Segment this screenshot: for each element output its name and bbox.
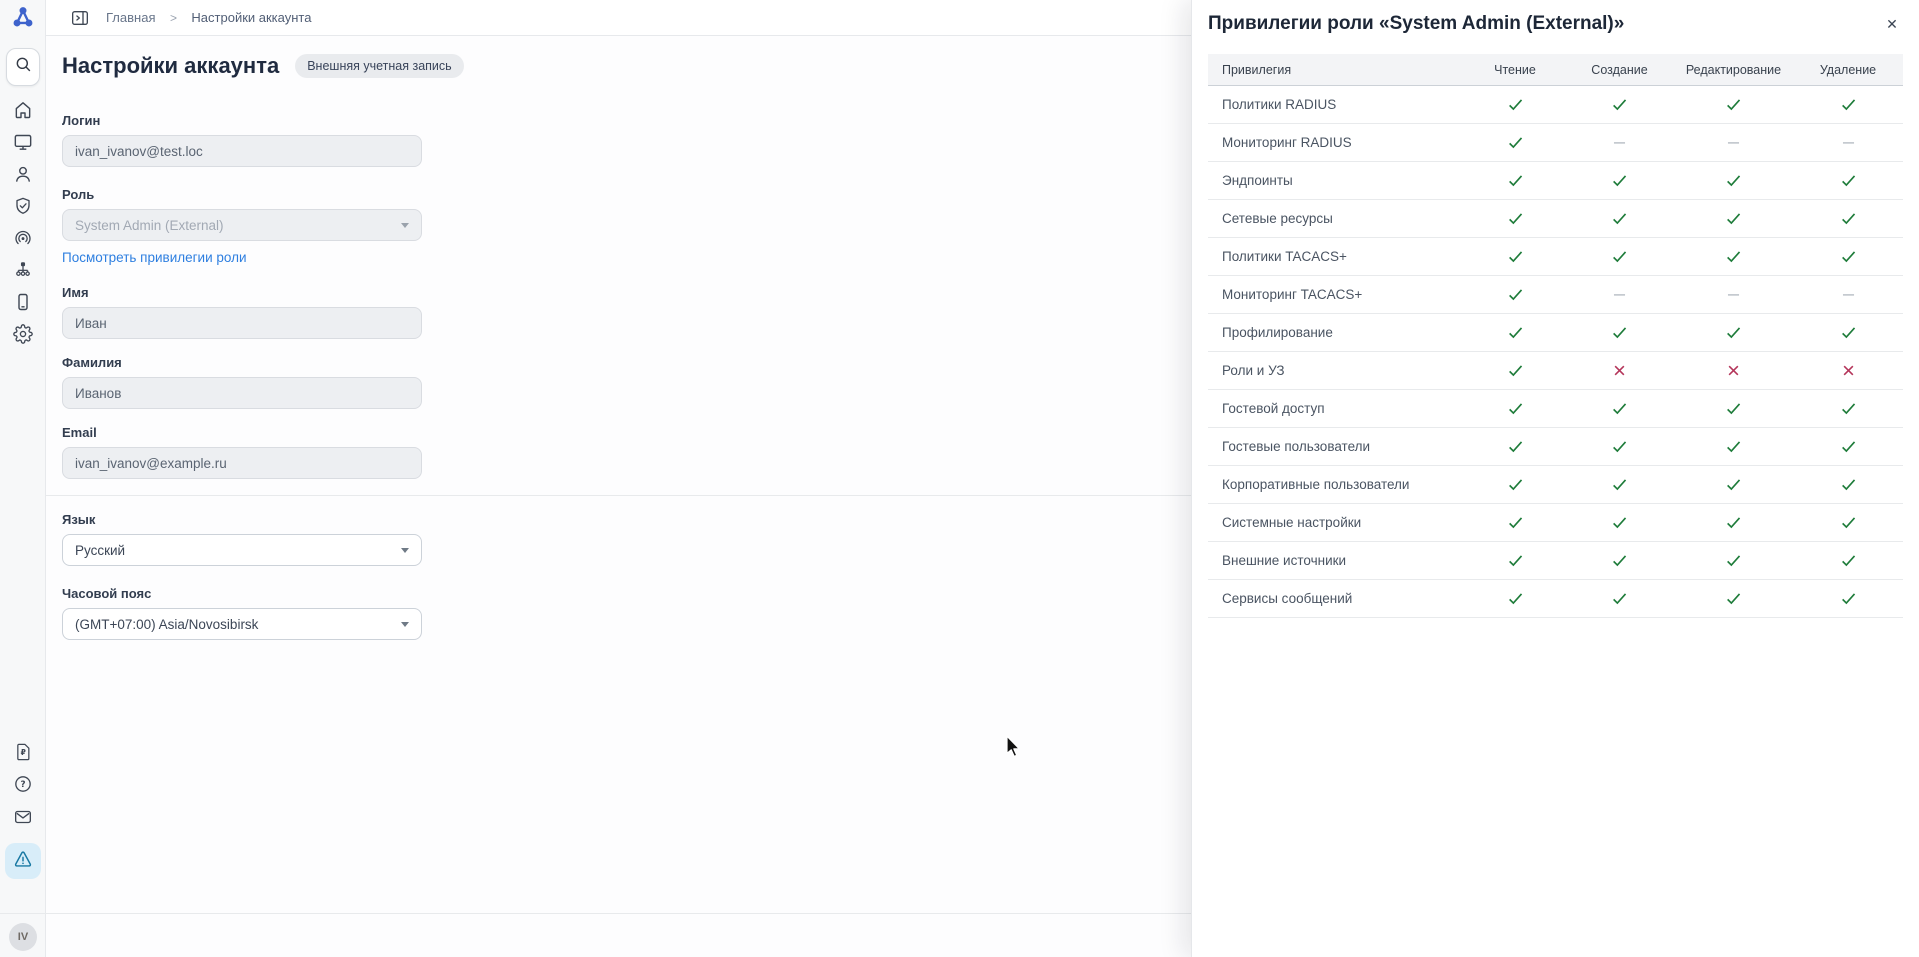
- app-logo-icon: [12, 6, 34, 28]
- privileges-table-header: [1208, 54, 1903, 86]
- privilege-name: Профилирование: [1222, 325, 1333, 340]
- check-icon: [1506, 361, 1525, 380]
- breadcrumb-home[interactable]: Главная: [106, 9, 156, 25]
- dash-icon: [1610, 285, 1629, 304]
- check-icon: [1610, 551, 1629, 570]
- email-label: Email: [62, 425, 97, 440]
- check-icon: [1610, 323, 1629, 342]
- timezone-select[interactable]: [62, 608, 422, 640]
- privileges-table: [1208, 54, 1903, 618]
- privilege-name: Политики TACACS+: [1222, 249, 1347, 264]
- check-icon: [1724, 513, 1743, 532]
- privilege-row: [1208, 238, 1903, 276]
- check-icon: [1724, 247, 1743, 266]
- privilege-row: [1208, 276, 1903, 314]
- column-privilege: Привилегия: [1222, 62, 1292, 77]
- privilege-name: Гостевые пользователи: [1222, 439, 1371, 454]
- close-icon[interactable]: ✕: [1886, 15, 1898, 32]
- email-field[interactable]: [62, 447, 422, 479]
- help-icon[interactable]: [13, 774, 33, 794]
- mail-icon[interactable]: [13, 807, 33, 827]
- check-icon: [1839, 551, 1858, 570]
- view-role-privileges-link[interactable]: Посмотреть привилегии роли: [62, 250, 247, 265]
- check-icon: [1610, 589, 1629, 608]
- privilege-name: Корпоративные пользователи: [1222, 477, 1410, 492]
- check-icon: [1839, 171, 1858, 190]
- privilege-row: [1208, 200, 1903, 238]
- dash-icon: [1839, 133, 1858, 152]
- warning-active-button[interactable]: [5, 843, 41, 879]
- privilege-row: [1208, 86, 1903, 124]
- sidebar: [0, 0, 46, 957]
- svg-text:₽: ₽: [20, 748, 26, 757]
- role-label: Роль: [62, 187, 95, 202]
- check-icon: [1610, 475, 1629, 494]
- column-edit: Редактирование: [1685, 62, 1782, 77]
- first-name-label: Имя: [62, 285, 89, 300]
- search-icon: [14, 55, 33, 79]
- check-icon: [1506, 285, 1525, 304]
- check-icon: [1839, 209, 1858, 228]
- check-icon: [1839, 95, 1858, 114]
- chevron-down-icon: [401, 622, 409, 627]
- check-icon: [1724, 589, 1743, 608]
- login-label: Логин: [62, 113, 101, 128]
- privilege-row: [1208, 542, 1903, 580]
- column-create: Создание: [1591, 62, 1648, 77]
- check-icon: [1506, 209, 1525, 228]
- user-icon[interactable]: [13, 164, 33, 184]
- check-icon: [1506, 323, 1525, 342]
- search-button[interactable]: [6, 48, 40, 86]
- language-select[interactable]: [62, 534, 422, 566]
- privilege-name: Эндпоинты: [1222, 173, 1293, 188]
- check-icon: [1506, 399, 1525, 418]
- privilege-row: [1208, 390, 1903, 428]
- check-icon: [1610, 399, 1629, 418]
- privilege-row: [1208, 314, 1903, 352]
- role-privileges-panel: [1191, 0, 1919, 957]
- check-icon: [1506, 171, 1525, 190]
- check-icon: [1839, 513, 1858, 532]
- check-icon: [1724, 209, 1743, 228]
- check-icon: [1506, 133, 1525, 152]
- cross-icon: [1839, 361, 1858, 380]
- privilege-name: Политики RADIUS: [1222, 97, 1337, 112]
- privilege-name: Системные настройки: [1222, 515, 1362, 530]
- check-icon: [1610, 171, 1629, 190]
- smartphone-icon[interactable]: [13, 292, 33, 312]
- check-icon: [1724, 551, 1743, 570]
- check-icon: [1724, 437, 1743, 456]
- svg-text:?: ?: [20, 780, 26, 790]
- check-icon: [1839, 475, 1858, 494]
- privilege-row: [1208, 162, 1903, 200]
- role-select: [62, 209, 422, 241]
- privilege-name: Сетевые ресурсы: [1222, 211, 1333, 226]
- dash-icon: [1724, 285, 1743, 304]
- column-delete: Удаление: [1819, 62, 1877, 77]
- privilege-row: [1208, 466, 1903, 504]
- check-icon: [1839, 589, 1858, 608]
- check-icon: [1506, 247, 1525, 266]
- external-account-badge: Внешняя учетная запись: [295, 54, 463, 78]
- check-icon: [1724, 95, 1743, 114]
- home-icon[interactable]: [13, 100, 33, 120]
- check-icon: [1839, 247, 1858, 266]
- privilege-name: Гостевой доступ: [1222, 401, 1325, 416]
- breadcrumb: [106, 9, 311, 27]
- privilege-row: [1208, 124, 1903, 162]
- check-icon: [1724, 171, 1743, 190]
- column-read: Чтение: [1494, 62, 1536, 77]
- check-icon: [1506, 95, 1525, 114]
- check-icon: [1724, 399, 1743, 418]
- page-title: Настройки аккаунта: [62, 53, 280, 78]
- warning-icon: [12, 848, 34, 875]
- timezone-value: (GMT+07:00) Asia/Novosibirsk: [75, 616, 259, 632]
- check-icon: [1724, 323, 1743, 342]
- breadcrumb-separator: >: [169, 10, 177, 25]
- cross-icon: [1724, 361, 1743, 380]
- check-icon: [1839, 323, 1858, 342]
- cross-icon: [1610, 361, 1629, 380]
- chevron-down-icon: [401, 548, 409, 553]
- check-icon: [1610, 247, 1629, 266]
- language-value: Русский: [75, 542, 126, 558]
- check-icon: [1506, 475, 1525, 494]
- check-icon: [1839, 399, 1858, 418]
- privilege-name: Роли и УЗ: [1222, 363, 1285, 378]
- dash-icon: [1610, 133, 1629, 152]
- first-name-field[interactable]: [62, 307, 422, 339]
- monitor-icon[interactable]: [13, 132, 33, 152]
- privilege-row: [1208, 352, 1903, 390]
- check-icon: [1506, 513, 1525, 532]
- privilege-row: [1208, 428, 1903, 466]
- last-name-label: Фамилия: [62, 355, 122, 370]
- dash-icon: [1724, 133, 1743, 152]
- privilege-name: Мониторинг TACACS+: [1222, 287, 1363, 302]
- ruble-document-icon[interactable]: [13, 742, 33, 762]
- access-point-icon[interactable]: [13, 228, 33, 248]
- dash-icon: [1839, 285, 1858, 304]
- check-icon: [1610, 209, 1629, 228]
- chevron-down-icon: [401, 223, 409, 228]
- panel-toggle-icon[interactable]: [70, 8, 90, 28]
- shield-check-icon[interactable]: [13, 196, 33, 216]
- login-field[interactable]: [62, 135, 422, 167]
- last-name-field[interactable]: [62, 377, 422, 409]
- check-icon: [1610, 437, 1629, 456]
- role-value: System Admin (External): [75, 217, 224, 233]
- check-icon: [1506, 589, 1525, 608]
- check-icon: [1610, 95, 1629, 114]
- check-icon: [1506, 551, 1525, 570]
- check-icon: [1839, 437, 1858, 456]
- language-label: Язык: [62, 512, 96, 527]
- check-icon: [1506, 437, 1525, 456]
- privileges-table-body: [1208, 86, 1903, 618]
- check-icon: [1724, 475, 1743, 494]
- privilege-row: [1208, 504, 1903, 542]
- timezone-label: Часовой пояс: [62, 586, 152, 601]
- privilege-name: Внешние источники: [1222, 553, 1347, 568]
- breadcrumb-current: Настройки аккаунта: [191, 9, 312, 25]
- check-icon: [1610, 513, 1629, 532]
- sitemap-icon[interactable]: [13, 260, 33, 280]
- privilege-name: Сервисы сообщений: [1222, 591, 1353, 606]
- avatar[interactable]: IV: [9, 923, 37, 951]
- privilege-row: [1208, 580, 1903, 618]
- settings-icon[interactable]: [13, 324, 33, 344]
- panel-title: Привилегии роли «System Admin (External)»: [1208, 13, 1625, 34]
- privilege-name: Мониторинг RADIUS: [1222, 135, 1352, 150]
